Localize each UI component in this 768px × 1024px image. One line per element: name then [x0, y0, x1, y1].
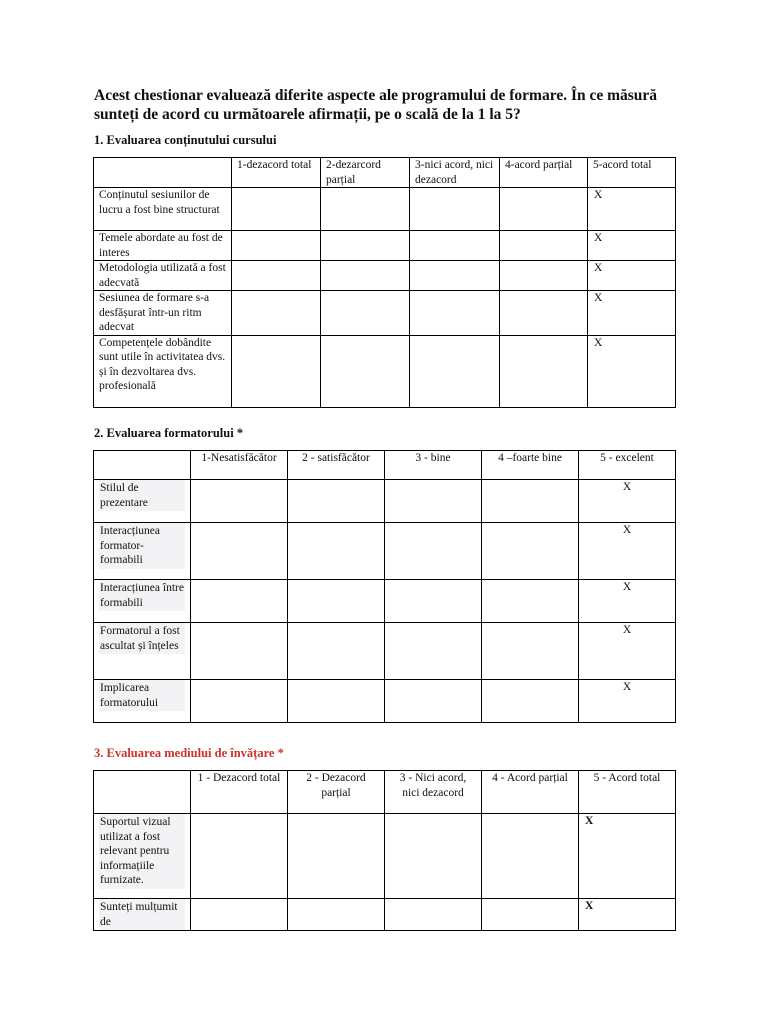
header-cell-5: 5-acord total	[588, 158, 676, 188]
rating-cell-4[interactable]	[500, 261, 588, 291]
row-label-cell	[94, 623, 191, 680]
rating-cell-2[interactable]	[288, 623, 385, 680]
rating-cell-4[interactable]	[482, 523, 579, 580]
rating-cell-2[interactable]	[288, 814, 385, 899]
rating-cell-5-mark[interactable]: X	[579, 623, 676, 680]
header-cell-empty	[94, 158, 232, 188]
rating-cell-2[interactable]	[288, 480, 385, 523]
rating-cell-1[interactable]	[232, 188, 321, 231]
rating-cell-5-mark[interactable]: X	[579, 814, 676, 899]
header-cell-3: 3 - bine	[385, 451, 482, 480]
section-1-title: 1. Evaluarea conținutului cursului	[94, 133, 277, 147]
rating-cell-3[interactable]	[385, 814, 482, 899]
header-cell-4: 4 –foarte bine	[482, 451, 579, 480]
rating-cell-4[interactable]	[482, 899, 579, 931]
rating-cell-3[interactable]	[385, 680, 482, 723]
rating-cell-5-mark[interactable]: X	[579, 580, 676, 623]
rating-cell-2[interactable]	[288, 523, 385, 580]
rating-cell-2[interactable]	[288, 580, 385, 623]
rating-cell-1[interactable]	[232, 231, 321, 261]
table-trainer	[93, 450, 676, 723]
header-cell-5: 5 - excelent	[579, 451, 676, 480]
rating-cell-2[interactable]	[288, 899, 385, 931]
table-row	[94, 814, 676, 899]
rating-cell-3[interactable]	[410, 231, 500, 261]
row-label-cell	[94, 580, 191, 623]
rating-cell-2[interactable]	[321, 188, 410, 231]
row-label: Interacțiunea formator-formabili	[99, 523, 185, 569]
rating-cell-1[interactable]	[191, 480, 288, 523]
rating-cell-5-mark[interactable]: X	[588, 231, 676, 261]
rating-cell-4[interactable]	[482, 580, 579, 623]
rating-cell-1[interactable]	[232, 291, 321, 336]
rating-cell-4[interactable]	[482, 480, 579, 523]
table-row	[94, 899, 676, 931]
table-learning-environment	[93, 770, 676, 931]
rating-cell-3[interactable]	[385, 523, 482, 580]
rating-cell-5-mark[interactable]: X	[588, 335, 676, 407]
row-label-cell	[94, 680, 191, 723]
section-2-title: 2. Evaluarea formatorului *	[94, 426, 244, 440]
rating-cell-5-mark[interactable]: X	[579, 899, 676, 931]
row-label: Competențele dobândite sunt utile în activitatea dvs. și în dezvoltarea dvs. profesională	[94, 335, 232, 407]
row-label-cell	[94, 523, 191, 580]
header-cell-empty	[94, 771, 191, 814]
rating-cell-5-mark[interactable]: X	[579, 680, 676, 723]
rating-cell-2[interactable]	[288, 680, 385, 723]
table-header-row	[94, 158, 676, 188]
row-label: Sunteți mulțumit de	[99, 899, 185, 930]
rating-cell-5-mark[interactable]: X	[588, 291, 676, 336]
header-cell-3: 3 - Nici acord, nici dezacord	[385, 771, 482, 814]
table-course-content	[93, 157, 676, 408]
header-cell-2: 2 - Dezacord parțial	[288, 771, 385, 814]
row-label: Formatorul a fost ascultat și înțeles	[99, 623, 185, 654]
row-label: Suportul vizual utilizat a fost relevant pentru informațiile furnizate.	[99, 814, 185, 889]
rating-cell-2[interactable]	[321, 335, 410, 407]
header-cell-3: 3-nici acord, nici dezacord	[410, 158, 500, 188]
row-label-cell	[94, 814, 191, 899]
row-label: Stilul de prezentare	[99, 480, 185, 511]
rating-cell-3[interactable]	[385, 899, 482, 931]
header-cell-2: 2-dezarcord parțial	[321, 158, 410, 188]
header-cell-1: 1 - Dezacord total	[191, 771, 288, 814]
rating-cell-2[interactable]	[321, 261, 410, 291]
header-cell-empty	[94, 451, 191, 480]
rating-cell-4[interactable]	[482, 623, 579, 680]
row-label: Metodologia utilizată a fost adecvată	[94, 261, 232, 291]
table-row	[94, 188, 676, 231]
rating-cell-4[interactable]	[500, 335, 588, 407]
rating-cell-1[interactable]	[191, 580, 288, 623]
header-cell-2: 2 - satisfăcător	[288, 451, 385, 480]
rating-cell-3[interactable]	[385, 480, 482, 523]
intro-text: Acest chestionar evaluează diferite aspecte ale programului de formare. În ce măsură sunteți de acord cu următoarele afirmații, pe o scală de la 1 la 5?	[94, 87, 658, 123]
rating-cell-4[interactable]	[482, 814, 579, 899]
rating-cell-4[interactable]	[500, 188, 588, 231]
table-row	[94, 231, 676, 261]
table-header-row	[94, 771, 676, 814]
rating-cell-4[interactable]	[482, 680, 579, 723]
header-cell-1: 1-Nesatisfăcător	[191, 451, 288, 480]
table-row	[94, 291, 676, 336]
rating-cell-1[interactable]	[191, 523, 288, 580]
header-cell-4: 4-acord parțial	[500, 158, 588, 188]
table-header-row	[94, 451, 676, 480]
row-label: Implicarea formatorului	[99, 680, 185, 711]
section-3-title: 3. Evaluarea mediului de învățare *	[94, 746, 284, 760]
table-row	[94, 680, 676, 723]
table-row	[94, 261, 676, 291]
rating-cell-1[interactable]	[191, 623, 288, 680]
rating-cell-5-mark[interactable]: X	[579, 480, 676, 523]
rating-cell-1[interactable]	[191, 680, 288, 723]
rating-cell-1[interactable]	[232, 335, 321, 407]
rating-cell-3[interactable]	[410, 261, 500, 291]
rating-cell-3[interactable]	[410, 188, 500, 231]
table-row	[94, 523, 676, 580]
rating-cell-5-mark[interactable]: X	[588, 188, 676, 231]
rating-cell-4[interactable]	[500, 231, 588, 261]
table-row	[94, 623, 676, 680]
rating-cell-3[interactable]	[410, 291, 500, 336]
table-row	[94, 480, 676, 523]
row-label: Sesiunea de formare s-a desfășurat într-un ritm adecvat	[94, 291, 232, 336]
table-row	[94, 335, 676, 407]
rating-cell-3[interactable]	[385, 623, 482, 680]
rating-cell-2[interactable]	[321, 291, 410, 336]
row-label-cell	[94, 899, 191, 931]
header-cell-1: 1-dezacord total	[232, 158, 321, 188]
row-label: Interacțiunea între formabili	[99, 580, 185, 611]
rating-cell-5-mark[interactable]: X	[579, 523, 676, 580]
rating-cell-5-mark[interactable]: X	[588, 261, 676, 291]
row-label: Conținutul sesiunilor de lucru a fost bine structurat	[94, 188, 232, 231]
header-cell-5: 5 - Acord total	[579, 771, 676, 814]
header-cell-4: 4 - Acord parțial	[482, 771, 579, 814]
table-row	[94, 580, 676, 623]
rating-cell-1[interactable]	[191, 814, 288, 899]
rating-cell-1[interactable]	[191, 899, 288, 931]
rating-cell-4[interactable]	[500, 291, 588, 336]
rating-cell-1[interactable]	[232, 261, 321, 291]
row-label-cell	[94, 480, 191, 523]
rating-cell-2[interactable]	[321, 231, 410, 261]
rating-cell-3[interactable]	[385, 580, 482, 623]
rating-cell-3[interactable]	[410, 335, 500, 407]
row-label: Temele abordate au fost de interes	[94, 231, 232, 261]
